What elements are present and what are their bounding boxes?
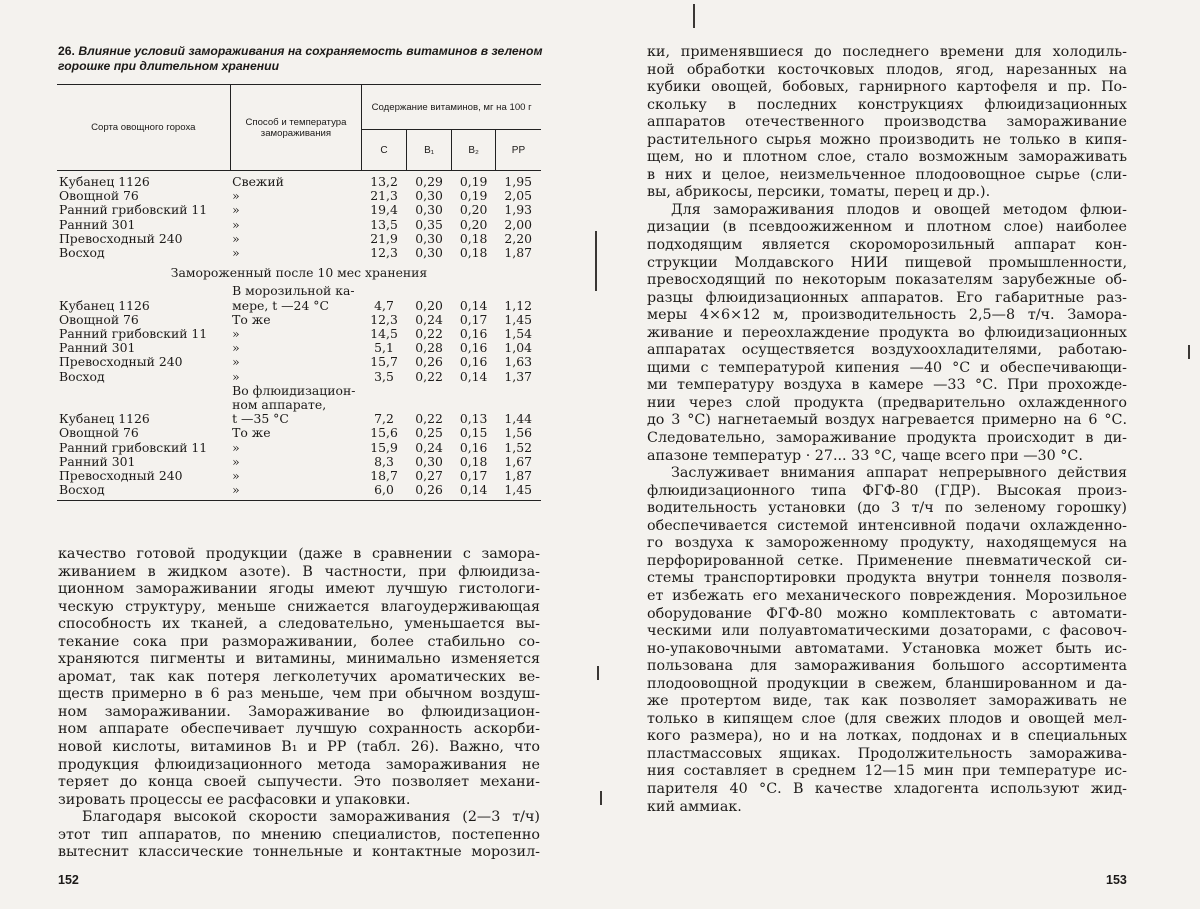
value-pp: 1,56 (504, 425, 532, 441)
text-line: обеспечивается системой интенсивной подачи охлажденно- (647, 517, 1127, 534)
text-line: в них и целое, неизмельченное плодоовощное сырье (сли- (647, 166, 1127, 183)
variety-cell: Ранний 301 (59, 340, 136, 356)
method-cell: » (232, 216, 240, 232)
value-b1: 0,35 (415, 216, 443, 232)
value-b1: 0,25 (415, 425, 443, 441)
section-row (57, 260, 541, 284)
method-line: » (232, 368, 240, 384)
value-b1: 0,26 (415, 354, 443, 370)
variety-cell: Кубанец 1126 (59, 174, 150, 189)
value-b1: 0,27 (415, 468, 443, 484)
table-number: 26. (58, 44, 75, 58)
text-line: пользована для замораживания большого ассортимента (647, 658, 1127, 675)
method-cell (230, 327, 362, 341)
text-line: вытеснит классические тоннельные и контактные морозил- (58, 844, 540, 861)
variety-cell: Восход (59, 245, 105, 261)
text-line: Следовательно, замораживание продукта происходит в ди- (647, 430, 1127, 447)
text-line: нии через слой продукта (предварительно охлажденного (647, 394, 1127, 411)
method-cell (230, 355, 362, 369)
value-b1: 0,20 (415, 297, 443, 313)
text-line: Заслуживает внимания аппарат непрерывного действия (671, 465, 1127, 482)
header-b2: B₂ (452, 130, 496, 171)
value-pp: 1,45 (495, 483, 541, 501)
variety-cell: Ранний грибовский 11 (59, 202, 208, 218)
text-line: этот тип аппаратов, по мнению специалистов, постепенно (58, 826, 540, 843)
method-line: » (232, 482, 240, 498)
method-line: t —35 °С (232, 411, 289, 427)
method-cell (230, 441, 362, 455)
text-line: до 3 °С) нагнетаемый воздух нагревается примерно на 6 °С. (647, 412, 1127, 429)
method-cell: Свежий (232, 174, 284, 189)
table-row (57, 441, 541, 455)
value-b2: 0,16 (459, 354, 488, 370)
text-line: стемы транспортировки продукта внутри тоннеля позволя- (647, 570, 1127, 587)
value-b2: 0,14 (459, 368, 488, 384)
table-row (57, 171, 541, 190)
value-b2: 0,18 (459, 245, 488, 261)
text-line: скольку в последних конструкциях флюидизационных (647, 96, 1127, 113)
value-pp: 1,63 (504, 354, 532, 370)
section-label: Замороженный после 10 мес хранения (170, 265, 428, 281)
method-line: В морозильной ка- (232, 283, 355, 299)
text-line: растительного сырья можно производить не только в кипя- (647, 131, 1127, 148)
table-row (57, 455, 541, 469)
value-b1: 0,30 (415, 245, 443, 261)
table-row (57, 218, 541, 232)
value-pp: 2,00 (504, 216, 532, 232)
variety-cell: Овощной 76 (59, 425, 139, 441)
variety-cell: Овощной 76 (59, 311, 139, 327)
text-line: меры 4×6×12 м, производительность 2,5—8 т/ч. Замора- (647, 307, 1127, 324)
value-b1: 0,22 (415, 368, 443, 384)
table-caption-text: Влияние условий замораживания на сохраняемость витаминов в зеленом горошке при длительном хранении (58, 44, 543, 73)
variety-cell: Ранний 301 (59, 216, 136, 232)
text-line: струкции Молдавского НИИ пищевой промышленности, (647, 254, 1127, 271)
text-line: ществ примерно в 6 раз меньше, чем при обычном воздуш- (58, 686, 540, 703)
variety-cell: Ранний грибовский 11 (59, 439, 208, 455)
text-line: кого размера), но и на лотках, поддонах и в специальных (647, 728, 1127, 745)
value-pp: 1,37 (504, 368, 532, 384)
variety-cell: Превосходный 240 (59, 468, 183, 484)
method-cell (230, 455, 362, 469)
header-b1: B₁ (406, 130, 452, 171)
table-row (57, 469, 541, 483)
value-b2: 0,15 (459, 425, 488, 441)
text-line: пластмассовых ящиках. Продолжительность заморажива- (647, 745, 1127, 762)
value-c: 12,3 (370, 245, 398, 261)
text-line: ния составляет в среднем 12—15 мин при температуре ис- (647, 763, 1127, 780)
method-line: » (232, 468, 240, 484)
value-c: 13,2 (370, 174, 398, 189)
variety-cell: Превосходный 240 (59, 230, 183, 246)
method-cell (230, 384, 362, 427)
text-line: парителя 40 °С. В качестве хладогента используют жид- (647, 780, 1127, 797)
method-cell (230, 313, 362, 327)
text-line: щем, но и плотном слое, стало возможным замораживать (647, 149, 1127, 166)
value-c: 15,6 (370, 425, 398, 441)
text-line: дизации (в псевдоожиженном и плотном слое) наиболее (647, 219, 1127, 236)
variety-cell: Кубанец 1126 (59, 297, 150, 313)
value-b2: 0,16 (459, 340, 488, 356)
method-line: То же (232, 311, 271, 327)
value-b2: 0,20 (459, 202, 488, 218)
value-pp: 2,05 (504, 188, 532, 204)
text-line: аппаратов отечественного производства замораживание (647, 114, 1127, 131)
text-line: ет избежать его механического повреждения. Морозильное (647, 587, 1127, 604)
table-row (57, 284, 541, 312)
value-b1: 0,29 (415, 174, 443, 189)
table-row (57, 189, 541, 203)
value-pp: 2,20 (504, 230, 532, 246)
value-b1: 0,24 (415, 311, 443, 327)
value-b1: 0,24 (415, 439, 443, 455)
value-b2: 0,20 (459, 216, 488, 232)
table-row (57, 313, 541, 327)
table-caption (58, 44, 548, 74)
text-line: ческими или полуавтоматическими дозаторами, с фасовоч- (647, 623, 1127, 640)
text-line: качество готовой продукции (даже в сравнении с замора- (58, 546, 540, 562)
text-line: только в кипящем слое (для свежих плодов и овощей мел- (647, 710, 1127, 727)
value-b2: 0,16 (459, 439, 488, 455)
method-cell: » (232, 230, 240, 246)
value-pp: 1,12 (504, 297, 532, 313)
value-b1: 0,26 (406, 483, 452, 501)
text-line: вы, абрикосы, персики, томаты, перец и др.). (647, 184, 991, 201)
value-pp: 1,54 (504, 326, 532, 342)
value-c: 21,9 (370, 230, 398, 246)
value-b2: 0,17 (459, 468, 488, 484)
method-line: » (232, 340, 240, 356)
variety-cell: Ранний грибовский 11 (59, 326, 208, 342)
variety-cell: Восход (59, 368, 105, 384)
header-c: C (362, 130, 407, 171)
method-line: мере, t —24 °С (232, 297, 329, 313)
scan-mark (693, 4, 695, 28)
page-number-right: 153 (1106, 873, 1127, 887)
text-line: способность их тканей, а следовательно, уменьшается вы- (58, 616, 540, 633)
text-line: новой кислоты, витаминов B₁ и PP (табл. 26). Важно, что (58, 739, 540, 756)
text-line: разцы флюидизационных аппаратов. Его габаритные раз- (647, 289, 1127, 306)
text-line: живание и переохлаждение продукта во флюидизационных (647, 324, 1127, 341)
value-c: 14,5 (370, 326, 398, 342)
method-cell (230, 426, 362, 440)
text-line: ческую структуру, меньше снижается влагоудерживающая (58, 598, 540, 615)
header-variety: Сорта овощного гороха (57, 85, 230, 171)
text-line: кубики овощей, бобовых, гарнирного картофеля и пр. По- (647, 79, 1127, 96)
value-c: 19,4 (370, 202, 398, 218)
text-line: текание сока при размораживании, более стабильно со- (58, 633, 540, 650)
text-line: ном аппарате обеспечивает лучшую сохранность аскорби- (58, 721, 540, 738)
table-row (57, 355, 541, 369)
text-line: аппаратах осуществяется воздухоохладителями, работаю- (647, 342, 1127, 359)
method-line: » (232, 453, 240, 469)
value-b2: 0,14 (459, 297, 488, 313)
scan-mark (600, 791, 602, 805)
text-line: оборудование ФГФ-80 можно комплектовать с автомати- (647, 605, 1127, 622)
text-line: подходящим является скороморозильный аппарат кон- (647, 237, 1127, 254)
header-pp: PP (495, 130, 541, 171)
text-line: зировать процессы ее расфасовки и упаковки. (58, 791, 411, 808)
method-cell: » (232, 188, 240, 204)
table-row (57, 483, 541, 501)
value-b2: 0,19 (459, 188, 488, 204)
text-line: щими с температурой кипения —40 °С и обеспечивающи- (647, 359, 1127, 376)
text-line: перфорированной сетке. Применение пневматической си- (647, 552, 1127, 569)
table-row (57, 232, 541, 246)
method-cell (230, 284, 362, 312)
method-cell (230, 483, 362, 501)
text-line: превосходящий по некоторым показателям зарубежные об- (647, 272, 1127, 289)
value-b2: 0,17 (459, 311, 488, 327)
value-pp: 1,87 (504, 245, 532, 261)
text-line: апазоне температур · 27... 33 °С, чаще всего при —30 °С. (647, 447, 1083, 464)
text-line: аромат, так как потеря легколетучих ароматических ве- (58, 668, 540, 685)
scan-mark (1188, 345, 1190, 359)
text-line: го воздуха к замороженному продукту, находящемуся на (647, 535, 1127, 552)
value-pp: 1,93 (504, 202, 532, 218)
table-body (57, 171, 541, 501)
value-c: 5,1 (374, 340, 394, 356)
variety-cell: Овощной 76 (59, 188, 139, 204)
value-b1: 0,30 (415, 230, 443, 246)
text-line: живанием в жидком азоте). В частности, при флюидиза- (58, 563, 540, 580)
text-line: плодоовощной продукции в свежем, бланшированном и да- (647, 675, 1127, 692)
method-line: » (232, 326, 240, 342)
value-c: 21,3 (370, 188, 398, 204)
text-line: водительность установки (до 3 т/ч по зеленому горошку) (647, 500, 1127, 517)
value-b2: 0,19 (459, 174, 488, 189)
text-line: ном замораживании. Замораживание во флюидизацион- (58, 703, 540, 720)
value-pp: 1,45 (504, 311, 532, 327)
text-line: но-упаковочными автоматами. Установка может быть ис- (647, 640, 1127, 657)
table-row (57, 341, 541, 355)
variety-cell: Превосходный 240 (59, 354, 183, 370)
value-pp: 1,52 (504, 439, 532, 455)
method-cell: » (232, 202, 240, 218)
value-c: 13,5 (370, 216, 398, 232)
text-line: же протертом виде, так как позволяет замораживать не (647, 693, 1127, 710)
value-pp: 1,44 (504, 411, 532, 427)
value-b1: 0,30 (415, 202, 443, 218)
table-row (57, 384, 541, 427)
value-c: 8,3 (374, 453, 394, 469)
text-line: Благодаря высокой скорости замораживания (2—3 т/ч) (82, 809, 540, 826)
value-b2: 0,13 (459, 411, 488, 427)
text-line: продукция флюидизационного метода замораживания не (58, 756, 540, 773)
left-body-text (58, 546, 540, 862)
text-line: флюидизационного типа ФГФ-80 (ГДР). Высокая произ- (647, 482, 1127, 499)
value-c: 6,0 (362, 483, 407, 501)
scan-mark (595, 231, 597, 291)
method-cell: » (232, 245, 240, 261)
value-b1: 0,22 (415, 411, 443, 427)
method-line: То же (232, 425, 271, 441)
method-line: » (232, 354, 240, 370)
method-line: » (232, 439, 240, 455)
value-b2: 0,18 (459, 230, 488, 246)
text-line: Для замораживания плодов и овощей методом флюи- (671, 201, 1127, 218)
value-b2: 0,16 (459, 326, 488, 342)
method-cell (230, 370, 362, 384)
text-line: ционном замораживании ягоды имеют лучшую гистологи- (58, 581, 540, 598)
variety-cell: Кубанец 1126 (59, 411, 150, 427)
value-c: 7,2 (374, 411, 394, 427)
value-b2: 0,14 (452, 483, 496, 501)
value-pp: 1,87 (504, 468, 532, 484)
method-cell (230, 341, 362, 355)
table-row (57, 203, 541, 217)
variety-cell: Ранний 301 (59, 453, 136, 469)
value-c: 15,9 (370, 439, 398, 455)
vitamin-table (57, 84, 541, 501)
page-number-left: 152 (58, 873, 79, 887)
value-pp: 1,67 (504, 453, 532, 469)
value-c: 15,7 (370, 354, 398, 370)
table-row (57, 426, 541, 440)
header-vitamin-content: Содержание витаминов, мг на 100 г (362, 85, 541, 130)
text-line: теряет до конца своей сыпучести. Это позволяет механи- (58, 774, 540, 791)
value-c: 12,3 (370, 311, 398, 327)
value-c: 3,5 (374, 368, 394, 384)
text-line: кий аммиак. (647, 798, 742, 815)
method-line: ном аппарате, (232, 397, 327, 413)
text-line: ки, применявшиеся до последнего времени для холодиль- (647, 44, 1127, 60)
value-c: 18,7 (370, 468, 398, 484)
text-line: ной обработки косточковых плодов, ягод, нарезанных на (647, 61, 1127, 78)
method-line: Во флюидизацион- (232, 382, 356, 398)
right-page (600, 0, 1200, 909)
text-line: храняются пигменты и витамины, минимально изменяется (58, 651, 540, 668)
value-b1: 0,28 (415, 340, 443, 356)
value-b1: 0,30 (415, 188, 443, 204)
value-c: 4,7 (374, 297, 394, 313)
value-pp: 1,04 (504, 340, 532, 356)
value-b1: 0,22 (415, 326, 443, 342)
table-row (57, 327, 541, 341)
header-method: Способ и температура замораживания (230, 85, 362, 171)
variety-cell: Восход (57, 483, 230, 501)
value-b2: 0,18 (459, 453, 488, 469)
value-b1: 0,30 (415, 453, 443, 469)
table-row (57, 246, 541, 260)
table-row (57, 370, 541, 384)
value-pp: 1,95 (504, 174, 532, 189)
right-body-text (647, 44, 1127, 816)
scan-mark (597, 666, 599, 680)
text-line: ми температуру воздуха в камере —33 °С. При прохожде- (647, 377, 1127, 394)
method-cell (230, 469, 362, 483)
